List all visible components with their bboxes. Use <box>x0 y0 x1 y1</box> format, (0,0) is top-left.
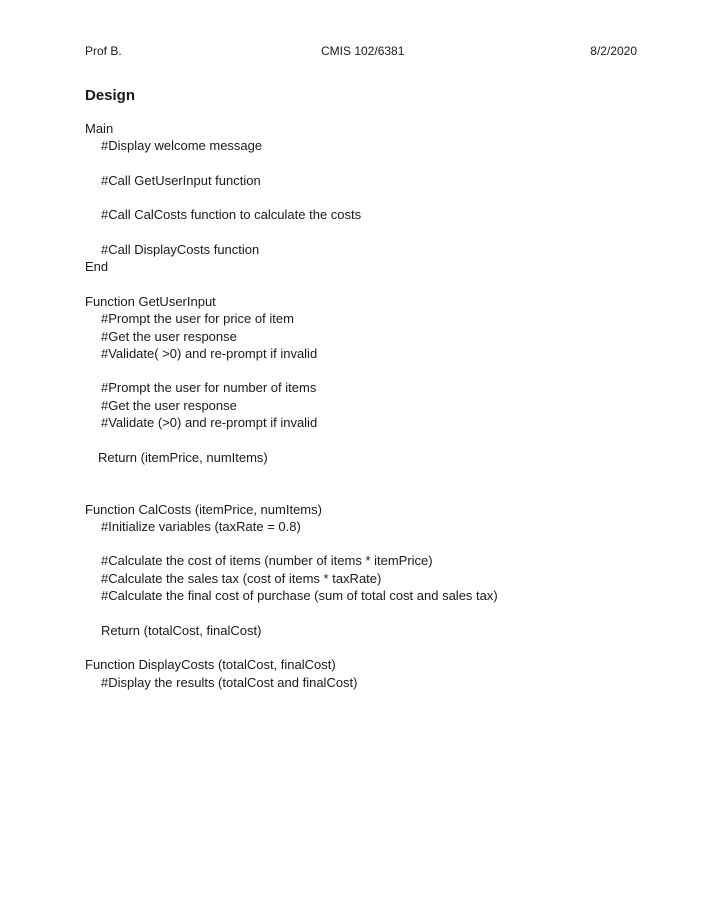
get-user-input-line: #Validate( >0) and re-prompt if invalid <box>101 345 318 361</box>
main-end: End <box>85 259 109 275</box>
get-user-input-line: #Prompt the user for number of items <box>101 380 317 396</box>
cal-costs-line: #Calculate the sales tax (cost of items * taxRate) <box>101 570 382 586</box>
get-user-input-return: Return (itemPrice, numItems) <box>98 449 268 465</box>
main-line: #Display welcome message <box>101 138 263 154</box>
cal-costs-init: #Initialize variables (taxRate = 0.8) <box>101 518 301 534</box>
header-course: CMIS 102/6381 <box>321 44 405 58</box>
display-costs-line: #Display the results (totalCost and finalCost) <box>101 674 358 690</box>
main-line: #Call DisplayCosts function <box>101 242 260 258</box>
cal-costs-line: #Calculate the final cost of purchase (sum of total cost and sales tax) <box>101 588 498 604</box>
get-user-input-line: #Validate (>0) and re-prompt if invalid <box>101 415 318 431</box>
cal-costs-return: Return (totalCost, finalCost) <box>101 622 262 638</box>
page-title: Design <box>85 87 136 104</box>
get-user-input-header: Function GetUserInput <box>85 293 216 309</box>
display-costs-header: Function DisplayCosts (totalCost, finalCost) <box>85 657 336 673</box>
get-user-input-line: #Get the user response <box>101 328 237 344</box>
get-user-input-line: #Prompt the user for price of item <box>101 311 294 327</box>
main-line: #Call CalCosts function to calculate the costs <box>101 207 362 223</box>
header-author: Prof B. <box>85 44 122 58</box>
main-start: Main <box>85 121 114 136</box>
get-user-input-line: #Get the user response <box>101 397 237 413</box>
main-line: #Call GetUserInput function <box>101 172 261 188</box>
pseudocode-body <box>85 120 645 691</box>
page-header <box>85 43 637 59</box>
cal-costs-line: #Calculate the cost of items (number of items * itemPrice) <box>101 553 433 569</box>
header-date: 8/2/2020 <box>590 44 637 58</box>
cal-costs-header: Function CalCosts (itemPrice, numItems) <box>85 501 322 517</box>
